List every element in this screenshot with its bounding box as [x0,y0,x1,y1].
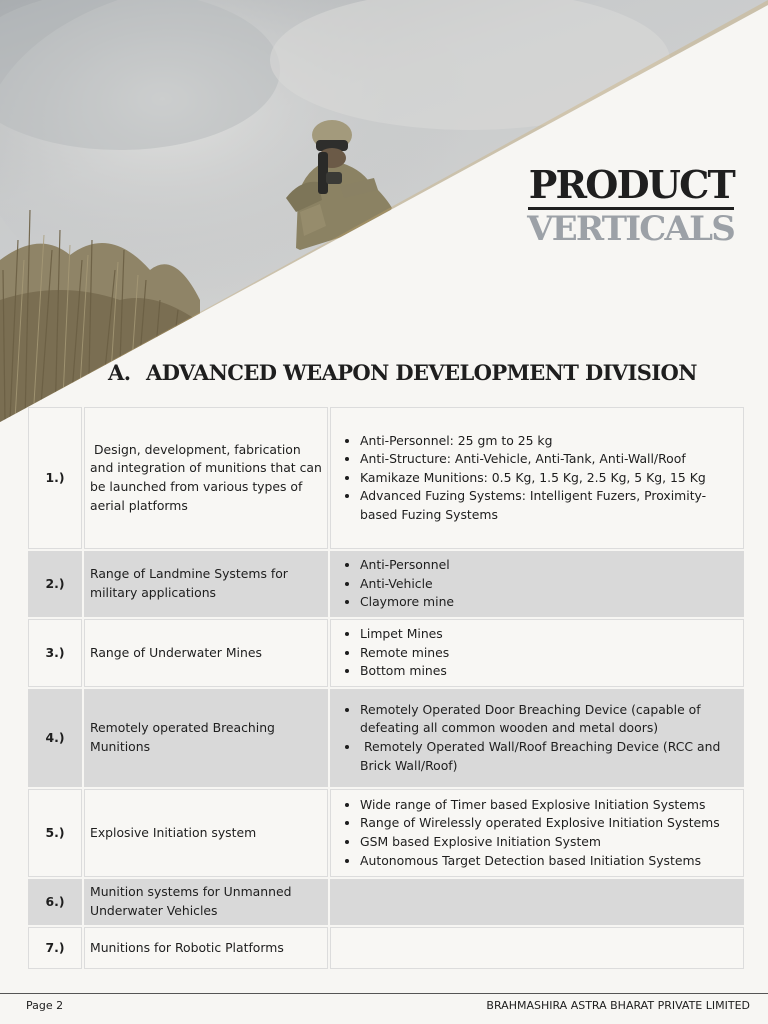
table-row [28,551,744,617]
section-title: ADVANCED WEAPON DEVELOPMENT DIVISION [146,360,697,385]
list-item: • Range of Wirelessly operated Explosive Initiation Systems [360,814,738,833]
row-description: Explosive Initiation system [84,789,328,877]
row-description: Munition systems for Unmanned Underwater Vehicles [84,879,328,925]
row-description: Range of Landmine Systems for military applications [84,551,328,617]
page-title [527,163,734,248]
section-heading [108,360,748,385]
list-item: • Autonomous Target Detection based Initiation Systems [360,852,738,871]
table-row [28,927,744,969]
list-item: • Remotely Operated Door Breaching Device (capable of defeating all common wooden and metal doors) [360,701,738,738]
row-items [330,551,744,617]
list-item: • Anti-Vehicle [360,575,738,594]
row-number: 7.) [28,927,82,969]
table-row [28,879,744,925]
row-items [330,879,744,925]
section-letter: A. [108,360,131,385]
row-number: 5.) [28,789,82,877]
row-description: Munitions for Robotic Platforms [84,927,328,969]
list-item: • Wide range of Timer based Explosive Initiation Systems [360,796,738,815]
table-row [28,689,744,787]
row-description: Range of Underwater Mines [84,619,328,687]
row-description: Remotely operated Breaching Munitions [84,689,328,787]
list-item: • Remote mines [360,644,738,663]
row-number: 4.) [28,689,82,787]
row-items [330,927,744,969]
row-items [330,619,744,687]
product-table [26,405,746,971]
row-description: Design, development, fabrication and integration of munitions that can be launched from various types of aerial platforms [84,407,328,549]
list-item: • Limpet Mines [360,625,738,644]
company-name: BRAHMASHIRA ASTRA BHARAT PRIVATE LIMITED [486,999,750,1012]
list-item: • Claymore mine [360,593,738,612]
title-verticals: VERTICALS [527,209,734,249]
title-product: PRODUCT [528,162,734,207]
list-item: • Anti-Personnel [360,556,738,575]
list-item: • GSM based Explosive Initiation System [360,833,738,852]
table-row [28,407,744,549]
row-items [330,407,744,549]
table-row [28,789,744,877]
list-item: • Remotely Operated Wall/Roof Breaching Device (RCC and Brick Wall/Roof) [360,738,738,775]
list-item: • Kamikaze Munitions: 0.5 Kg, 1.5 Kg, 2.5 Kg, 5 Kg, 15 Kg [360,469,738,488]
list-item: • Anti-Structure: Anti-Vehicle, Anti-Tank, Anti-Wall/Roof [360,450,738,469]
list-item: • Anti-Personnel: 25 gm to 25 kg [360,432,738,451]
row-items [330,689,744,787]
row-number: 6.) [28,879,82,925]
row-items [330,789,744,877]
row-number: 2.) [28,551,82,617]
list-item: • Bottom mines [360,662,738,681]
row-number: 1.) [28,407,82,549]
page-number: Page 2 [26,999,64,1012]
list-item: • Advanced Fuzing Systems: Intelligent Fuzers, Proximity-based Fuzing Systems [360,487,738,524]
row-number: 3.) [28,619,82,687]
table-row [28,619,744,687]
footer-divider [0,993,768,994]
